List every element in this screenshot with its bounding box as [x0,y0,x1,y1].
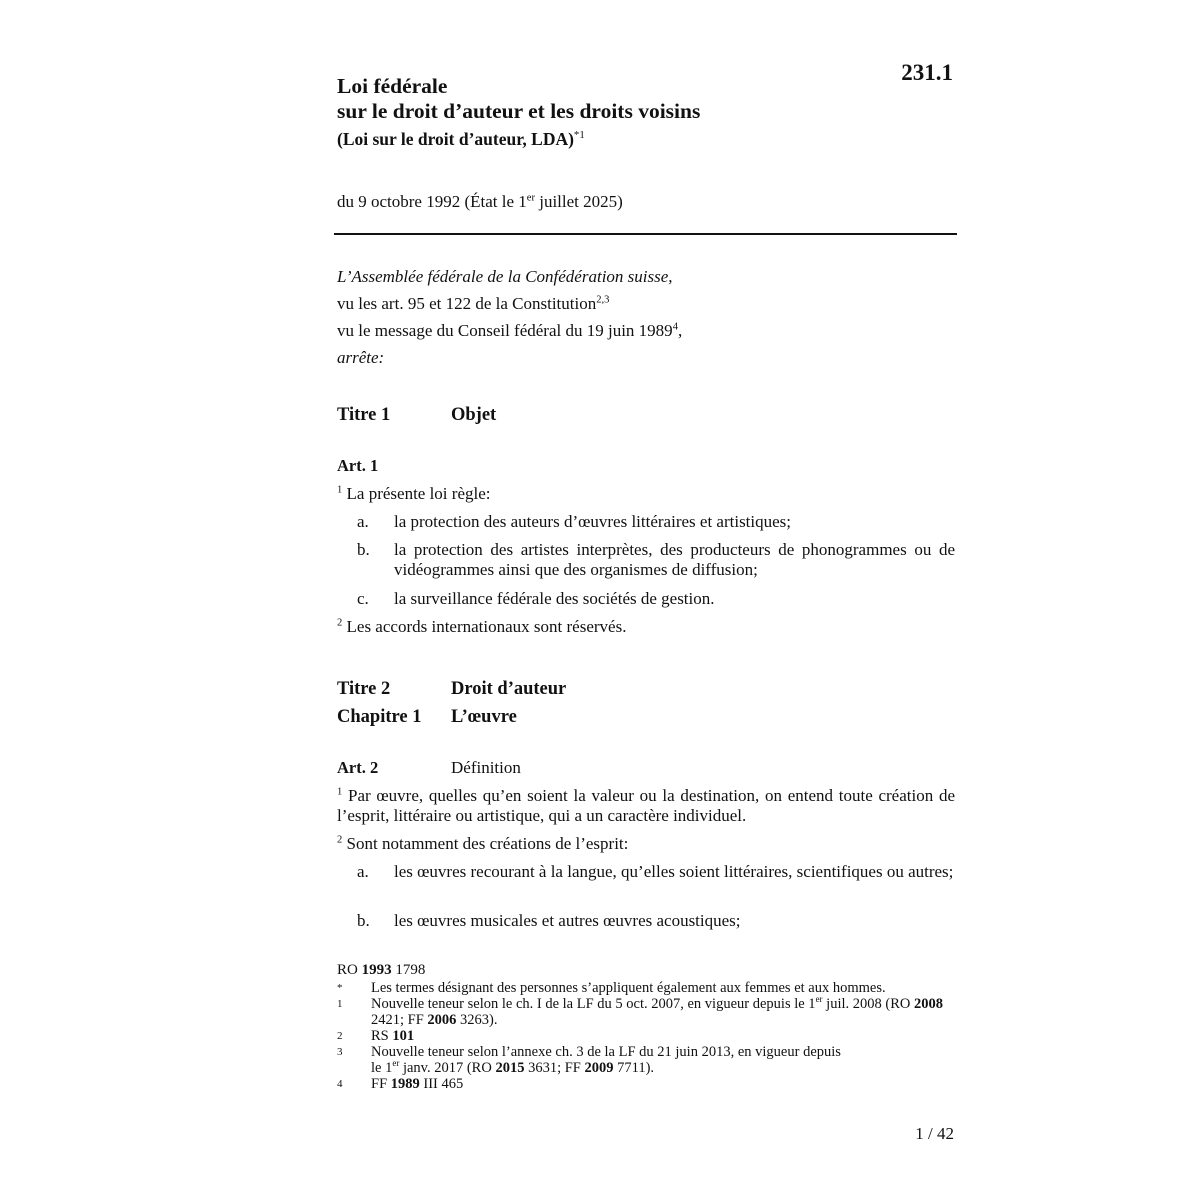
list-marker: b. [357,911,370,930]
list-text: les œuvres musicales et autres œuvres acoustiques; [394,911,741,930]
footnote-text: 2421; FF [371,1012,428,1028]
list-item [357,862,955,882]
art-2-label [337,758,521,778]
list-marker: a. [357,512,369,531]
footnote-mark: 2 [337,1030,343,1042]
law-date [337,192,623,212]
ro-reference [337,962,957,978]
footnote-text: FF [371,1076,391,1092]
footnote-star [337,980,957,996]
footnote-ref-2-3[interactable]: 2,3 [596,294,610,306]
footnote-4 [337,1076,957,1092]
ro-text: RO [337,962,362,978]
short-title-text: (Loi sur le droit d’auteur, LDA) [337,129,574,149]
page-number: 1 / 42 [915,1124,954,1143]
footnote-year: 1989 [390,1076,420,1092]
ro-year: 1993 [361,962,392,978]
footnote-year: 2006 [427,1012,457,1028]
preamble-line-3-end: , [677,321,683,340]
footnote-text: III 465 [419,1076,464,1092]
footnote-mark: 4 [337,1078,343,1090]
para-text: Les accords internationaux sont réservés. [342,617,627,636]
art-1-label: Art. 1 [337,456,379,475]
titre-2-name: Droit d’auteur [451,679,567,699]
list-text: la protection des auteurs d’œuvres littéraires et artistiques; [394,512,792,531]
preamble [337,263,682,371]
art-1-para-2 [337,617,955,637]
footnote-text: 7711). [613,1060,655,1076]
preamble-line-3-text: vu le message du Conseil fédéral du 19 juin 1989 [337,321,673,340]
titre-1-heading [337,405,496,426]
footnote-text: 3263). [456,1012,498,1028]
footnote-text: le 1 [371,1060,393,1076]
footnote-text: RS [371,1028,393,1044]
footnote-year: 2008 [913,996,943,1012]
list-item [357,540,955,580]
footnote-sup: er [815,994,823,1005]
list-marker: b. [357,540,370,559]
art-2-number: Art. 2 [337,758,379,777]
titre-1-label: Titre 1 [337,405,391,425]
list-text: les œuvres recourant à la langue, qu’elles soient littéraires, scientifiques ou autres; [394,862,954,881]
para-text: La présente loi règle: [342,484,491,503]
list-item [357,512,955,532]
list-item [357,589,955,609]
chapitre-1-label: Chapitre 1 [337,707,422,727]
para-number: 2 [337,617,343,629]
list-text: la surveillance fédérale des sociétés de gestion. [394,589,715,608]
title-line-2: sur le droit d’auteur et les droits voisins [337,99,701,123]
list-marker: c. [357,589,369,608]
titre-2-label: Titre 2 [337,679,391,699]
footnote-sup: er [392,1058,400,1069]
art-2-para-2 [337,834,955,854]
footnote-ref-4[interactable]: 4 [672,321,678,333]
footnote-2 [337,1028,957,1044]
list-item [357,911,955,931]
footnote-mark: 1 [337,998,343,1010]
document-page [337,0,959,1200]
art-2-para-1 [337,786,955,826]
footnote-text: janv. 2017 (RO [399,1060,496,1076]
titre-1-name: Objet [451,405,497,425]
footnote-mark: 3 [337,1046,343,1058]
art-2-title: Définition [451,758,521,777]
footnote-text: Les termes désignant des personnes s’appliquent également aux femmes et aux hommes. [371,980,886,996]
preamble-line-2 [337,290,682,317]
date-sup: er [526,192,535,204]
para-number: 2 [337,834,343,846]
footnote-mark: * [337,982,343,994]
footnote-rs-number: 101 [392,1028,415,1044]
footnote-1 [337,996,957,1028]
title-divider [334,233,957,235]
footnote-text: Nouvelle teneur selon l’annexe ch. 3 de la LF du 21 juin 2013, en vigueur depuis [371,1044,841,1060]
law-short-title [337,129,585,150]
preamble-line-1: L’Assemblée fédérale de la Confédération suisse, [337,267,673,286]
footnote-ref-title[interactable]: *1 [573,129,585,142]
para-text: Par œuvre, quelles qu’en soient la valeur ou la destination, on entend toute création de l’esprit, littéraire ou artistique, qui a un caractère individuel. [337,786,955,825]
date-text: du 9 octobre 1992 (État le 1 [337,192,527,211]
footnote-text: juil. 2008 (RO [822,996,914,1012]
footnotes [337,962,957,1092]
list-marker: a. [357,862,369,881]
para-number: 1 [337,786,343,798]
chapitre-1-name: L’œuvre [451,707,517,727]
ro-page: 1798 [391,962,426,978]
footnote-3 [337,1044,957,1076]
footnote-year: 2009 [584,1060,614,1076]
preamble-line-3 [337,317,682,344]
footnote-text: Nouvelle teneur selon le ch. I de la LF du 5 oct. 2007, en vigueur depuis le 1 [371,996,816,1012]
sr-number: 231.1 [901,60,953,85]
art-1-para-1 [337,484,955,504]
preamble-line-4: arrête: [337,348,385,367]
date-text-end: juillet 2025) [534,192,623,211]
footnote-year: 2015 [495,1060,525,1076]
law-title [337,74,700,124]
footnote-text: 3631; FF [524,1060,585,1076]
titre-2-heading [337,679,566,700]
title-line-1: Loi fédérale [337,74,448,98]
preamble-line-2-text: vu les art. 95 et 122 de la Constitution [337,294,597,313]
para-text: Sont notamment des créations de l’esprit: [342,834,629,853]
list-text: la protection des artistes interprètes, des producteurs de phonogrammes ou de vidéogrammes ainsi que des organismes de diffusion; [394,540,955,579]
para-number: 1 [337,484,343,496]
chapitre-1-heading [337,707,517,728]
